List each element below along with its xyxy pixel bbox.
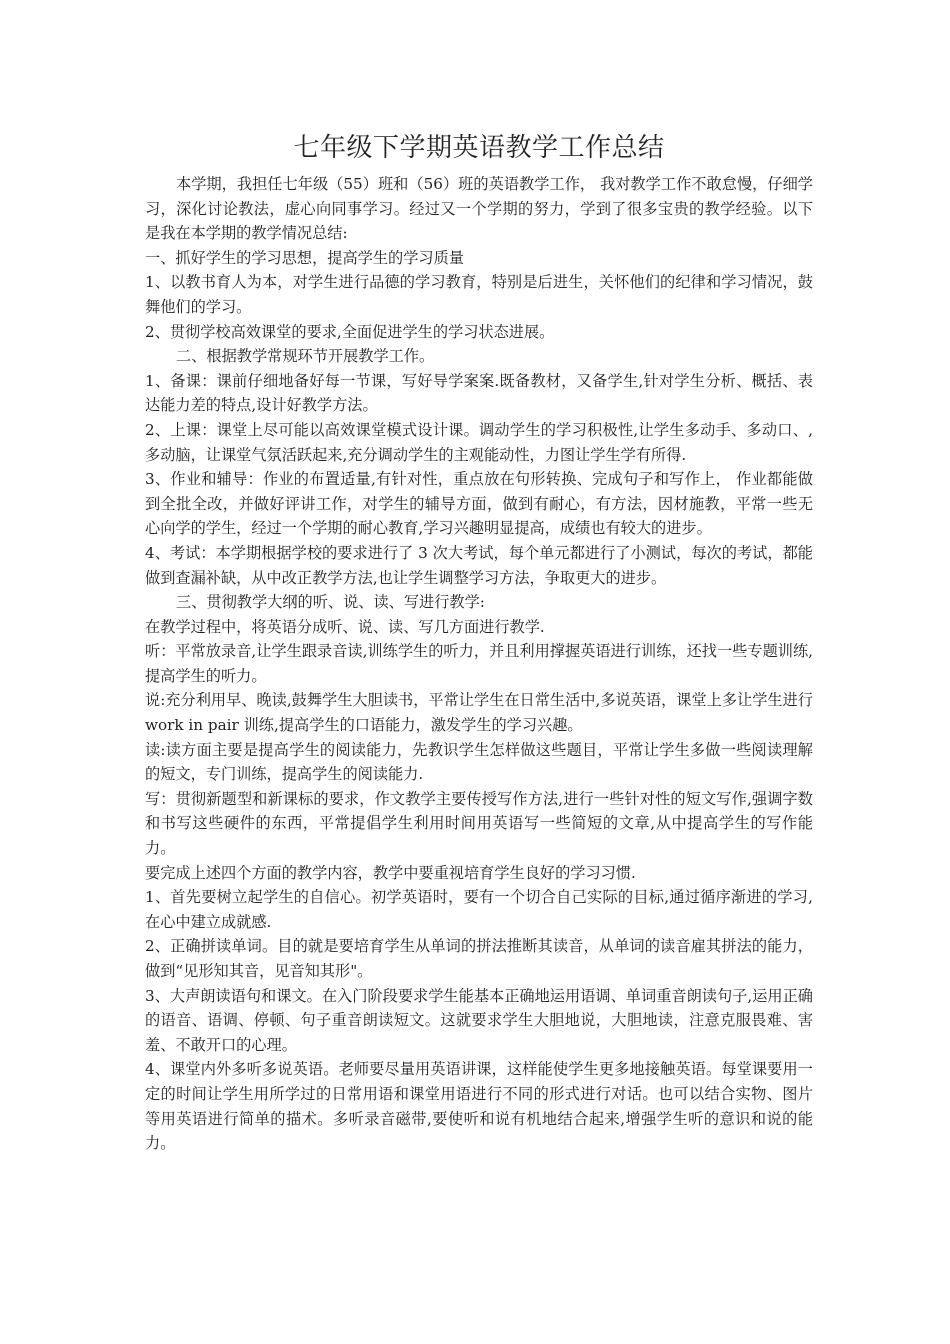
- body-paragraph: 2、上课：课堂上尽可能以高效课堂模式设计课。调动学生的学习积极性,让学生多动手、多动口、,多动脑，让课堂气氛活跃起来,充分调动学生的主观能动性，力图让学生学有所得.: [145, 420, 813, 464]
- body-paragraph: 一、抓好学生的学习思想，提高学生的学习质量: [145, 248, 464, 267]
- body-paragraph: 2、贯彻学校高效课堂的要求,全面促进学生的学习状态进展。: [145, 322, 555, 341]
- body-paragraph: 读:读方面主要是提高学生的阅读能力，先教识学生怎样做这些题目，平常让学生多做一些阅读理解的短文，专门训练，提高学生的阅读能力.: [145, 740, 813, 784]
- body-paragraph: 在教学过程中，将英语分成听、说、读、写几方面进行教学.: [145, 617, 545, 636]
- body-paragraph: 听：平常放录音,让学生跟录音读,训练学生的听力，并且利用撑握英语进行训练，还找一些专题训练,提高学生的听力。: [145, 642, 813, 685]
- body-paragraph: 2、正确拼读单词。目的就是要培育学生从单词的拼法推断其读音，从单词的读音雇其拼法的能力，做到“见形知其音，见音知其形"。: [145, 937, 813, 980]
- body-paragraph: 4、考试：本学期根据学校的要求进行了 3 次大考试，每个单元都进行了小测试，每次的考试，都能做到查漏补缺，从中改正教学方法,也让学生调整学习方法，争取更大的进步。: [145, 543, 813, 587]
- body-paragraph: 三、贯彻教学大纲的听、说、读、写进行教学:: [176, 593, 485, 612]
- document-title: 七年级下学期英语教学工作总结: [293, 133, 665, 163]
- body-paragraph: 要完成上述四个方面的教学内容，教学中要重视培育学生良好的学习习惯.: [145, 863, 636, 882]
- body-paragraph: 说:充分利用早、晚读,鼓舞学生大胆读书，平常让学生在日常生活中,多说英语，课堂上多让学生进行 work in pair 训练,提高学生的口语能力，激发学生的学习兴趣。: [145, 691, 813, 735]
- body-paragraph: 1、备课：课前仔细地备好每一节课，写好导学案案.既备教材，又备学生,针对学生分析、概括、表达能力差的特点,设计好教学方法。: [145, 371, 813, 415]
- body-paragraph: 二、根据教学常规环节开展教学工作。: [176, 347, 435, 366]
- document-page: [145, 126, 813, 1156]
- document-body: [145, 172, 813, 1156]
- body-paragraph: 写：贯彻新题型和新课标的要求，作文教学主要传授写作方法,进行一些针对性的短文写作,强调字数和书写这些硬件的东西，平常提倡学生利用时间用英语写一些简短的文章,从中提高学生的写作能力。: [145, 789, 813, 858]
- body-paragraph: 1、首先要树立起学生的自信心。初学英语时，要有一个切合自己实际的目标,通过循序渐进的学习,在心中建立成就感.: [145, 888, 813, 931]
- body-paragraph: 4、课堂内外多听多说英语。老师要尽量用英语讲课，这样能使学生更多地接触英语。每堂课要用一定的时间让学生用所学过的日常用语和课堂用语进行不同的形式进行对话。也可以结合实物、图片等用英语进行简单的描术。多听录音磁带,要使听和说有机地结合起来,增强学生听的意识和说的能力。: [145, 1060, 813, 1153]
- body-paragraph: 本学期，我担任七年级（55）班和（56）班的英语教学工作， 我对教学工作不敢怠慢，仔细学习，深化讨论教法，虚心向同事学习。经过又一个学期的努力，学到了很多宝贵的教学经验。以下是我在本学期的教学情况总结:: [145, 175, 813, 243]
- body-paragraph: 3、大声朗读语句和课文。在入门阶段要求学生能基本正确地运用语调、单词重音朗读句子,运用正确的语音、语调、停顿、句子重音朗读短文。这就要求学生大胆地说，大胆地读，注意克服畏难、害羞、不敢开口的心理。: [145, 986, 813, 1054]
- body-paragraph: 3、作业和辅导：作业的布置适量,有针对性，重点放在句形转换、完成句子和写作上， 作业都能做到全批全改，并做好评讲工作，对学生的辅导方面，做到有耐心，有方法，因材施教，平常一些无心向学的学生，经过一个学期的耐心教育,学习兴趣明显提高，成绩也有较大的进步。: [145, 470, 813, 538]
- body-paragraph: 1、以教书育人为本，对学生进行品德的学习教育，特别是后进生，关怀他们的纪律和学习情况，鼓舞他们的学习。: [145, 273, 813, 316]
